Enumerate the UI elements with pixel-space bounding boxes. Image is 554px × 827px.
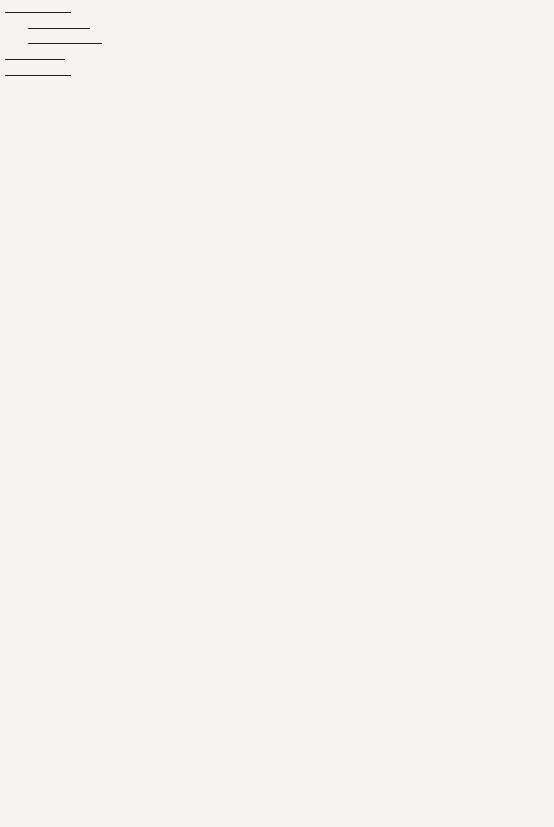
cloze-paragraph-4 (5, 49, 543, 65)
blank-36[interactable] (5, 12, 71, 13)
blank-40[interactable] (5, 75, 71, 76)
cloze-paragraph-1 (5, 2, 543, 18)
blank-37[interactable] (28, 28, 90, 29)
cloze-paragraph-3 (5, 33, 543, 49)
blank-39[interactable] (5, 59, 65, 60)
blank-38[interactable] (28, 43, 102, 44)
cloze-paragraph-5 (5, 65, 543, 81)
cloze-paragraph-2 (5, 18, 543, 34)
exam-page (0, 0, 546, 81)
